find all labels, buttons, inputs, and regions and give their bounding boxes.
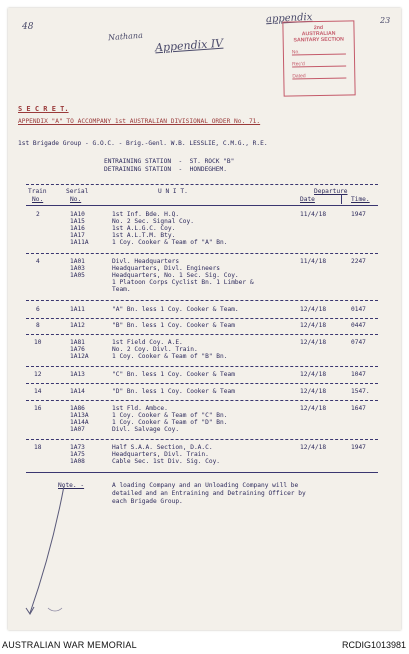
- row-serial: 1A12A: [70, 353, 89, 360]
- row-time: 0447: [351, 322, 366, 329]
- row-serial: 1A11A: [70, 239, 89, 246]
- row-serial: 1A15: [70, 218, 85, 225]
- row-time: 1547.: [351, 388, 370, 395]
- stamp-line-2: AUSTRALIAN: [301, 30, 336, 38]
- row-unit: "B" Bn. less 1 Coy. Cooker & Team: [112, 322, 235, 329]
- archive-footer: [0, 636, 409, 654]
- row-serial: 1A10: [70, 211, 85, 218]
- row-time: 0747: [351, 339, 366, 346]
- row-serial: 1A16: [70, 225, 85, 232]
- stamp-line-1: 2nd: [313, 24, 324, 32]
- stamp-field-2: Rec'd: [292, 61, 305, 68]
- row-date: 11/4/18: [300, 258, 327, 265]
- row-unit: 1st A.L.T.M. Bty.: [112, 232, 176, 239]
- row-unit: Team.: [112, 286, 131, 293]
- row-unit: "C" Bn. less 1 Coy. Cooker & Team: [112, 371, 235, 378]
- row-unit: Half S.A.A. Section, D.A.C.: [112, 444, 213, 451]
- handwritten-scrawl: Nathana: [107, 30, 144, 43]
- row-serial: 1A08: [70, 458, 85, 465]
- row-train-10: 10: [34, 339, 42, 346]
- row-date: 12/4/18: [300, 444, 327, 451]
- row-unit: 1 Coy. Cooker & Team of "B" Bn.: [112, 353, 228, 360]
- row-serial: 1A11: [70, 306, 85, 313]
- note-line: each Brigade Group.: [112, 498, 183, 505]
- row-time: 1047: [351, 371, 366, 378]
- row-train-14: 14: [34, 388, 42, 395]
- row-time: 1647: [351, 405, 366, 412]
- row-serial: 1A03: [70, 265, 85, 272]
- row-unit: Headquarters, Divl. Train.: [112, 451, 209, 458]
- row-date: 12/4/18: [300, 371, 327, 378]
- archive-reference: RCDIG1013981: [341, 640, 406, 650]
- pencil-stroke-mark: [8, 8, 401, 630]
- handwritten-page-ref: 23: [380, 16, 391, 25]
- stamp-line-3: SANITARY SECTION: [293, 36, 344, 44]
- archive-source: AUSTRALIAN WAR MEMORIAL: [2, 640, 137, 650]
- note-line: detailed and an Entraining and Detraining Officer by: [112, 490, 306, 497]
- col-date: Date: [300, 196, 315, 203]
- row-unit: 1st Field Coy. A.E.: [112, 339, 183, 346]
- col-departure: Departure: [314, 188, 348, 195]
- row-time: 1947: [351, 444, 366, 451]
- row-serial: 1A07: [70, 426, 85, 433]
- row-date: 12/4/18: [300, 405, 327, 412]
- row-train-6: 6: [36, 306, 40, 313]
- row-date: 12/4/18: [300, 306, 327, 313]
- col-train-no: No.: [32, 196, 44, 203]
- row-date: 12/4/18: [300, 388, 327, 395]
- document-page: [8, 8, 401, 630]
- entraining-station: ENTRAINING STATION - ST. ROCK "B": [104, 158, 235, 165]
- row-unit: 1st Fld. Ambce.: [112, 405, 168, 412]
- row-serial: 1A76: [70, 346, 85, 353]
- col-unit: U N I T.: [158, 188, 188, 195]
- handwritten-appendix-iv: Appendix IV: [154, 36, 224, 55]
- note-line: A loading Company and an Unloading Company will be: [112, 482, 299, 489]
- row-train-8: 8: [36, 322, 40, 329]
- row-unit: 1 Coy. Cooker & Team of "C" Bn.: [112, 412, 228, 419]
- row-unit: 1 Platoon Corps Cyclist Bn. 1 Limber &: [112, 279, 254, 286]
- row-date: 11/4/18: [300, 211, 327, 218]
- stamp-field-3: Dated: [292, 73, 306, 80]
- brigade-group-line: 1st Brigade Group - G.O.C. - Brig.-Genl. W.B. LESSLIE, C.M.G., R.E.: [18, 140, 268, 147]
- row-unit: Divl. Headquarters: [112, 258, 180, 265]
- handwritten-page-number: 48: [22, 22, 34, 32]
- row-serial: 1A17: [70, 232, 85, 239]
- row-date: 12/4/18: [300, 339, 327, 346]
- row-serial: 1A05: [70, 272, 85, 279]
- row-time: 2247: [351, 258, 366, 265]
- row-serial: 1A73: [70, 444, 85, 451]
- stamp-field-1: No.: [291, 49, 300, 56]
- row-serial: 1A75: [70, 451, 85, 458]
- row-serial: 1A14A: [70, 419, 89, 426]
- note-label: Note. -: [58, 482, 85, 489]
- row-serial: 1A01: [70, 258, 85, 265]
- row-unit: 1st Inf. Bde. H.Q.: [112, 211, 180, 218]
- row-train-18: 18: [34, 444, 42, 451]
- col-time: Time.: [351, 196, 370, 203]
- row-unit: "A" Bn. less 1 Coy. Cooker & Team.: [112, 306, 239, 313]
- row-serial: 1A86: [70, 405, 85, 412]
- row-unit: "D" Bn. less 1 Coy. Cooker & Team: [112, 388, 235, 395]
- row-train-12: 12: [34, 371, 42, 378]
- row-time: 0147: [351, 306, 366, 313]
- row-serial: 1A13A: [70, 412, 89, 419]
- col-serial-no: No.: [70, 196, 82, 203]
- detraining-station: DETRAINING STATION - HONDEGHEM.: [104, 166, 227, 173]
- row-unit: Headquarters, No. 1 Sec. Sig. Coy.: [112, 272, 239, 279]
- row-time: 1947: [351, 211, 366, 218]
- row-unit: 1 Coy. Cooker & Team of "D" Bn.: [112, 419, 228, 426]
- row-serial: 1A13: [70, 371, 85, 378]
- row-unit: No. 2 Coy. Divl. Train.: [112, 346, 198, 353]
- row-unit: No. 2 Sec. Signal Coy.: [112, 218, 194, 225]
- secret-heading: S E C R E T.: [18, 105, 69, 113]
- row-unit: 1st A.L.G.C. Coy.: [112, 225, 176, 232]
- row-unit: 1 Coy. Cooker & Team of "A" Bn.: [112, 239, 228, 246]
- row-train-16: 16: [34, 405, 42, 412]
- row-serial: 1A14: [70, 388, 85, 395]
- row-serial: 1A12: [70, 322, 85, 329]
- row-date: 12/4/18: [300, 322, 327, 329]
- row-unit: Divl. Salvage Coy.: [112, 426, 180, 433]
- col-serial: Serial: [66, 188, 89, 195]
- handwritten-appendix-top-right: appendix: [265, 11, 313, 26]
- row-unit: Headquarters, Divl. Engineers: [112, 265, 221, 272]
- row-unit: Cable Sec. 1st Div. Sig. Coy.: [112, 458, 221, 465]
- appendix-heading: APPENDIX "A" TO ACCOMPANY 1st AUSTRALIAN DIVISIONAL ORDER No. 71.: [18, 118, 261, 125]
- row-train-2: 2: [36, 211, 40, 218]
- col-train: Train: [28, 188, 47, 195]
- row-train-4: 4: [36, 258, 40, 265]
- row-serial: 1A81: [70, 339, 85, 346]
